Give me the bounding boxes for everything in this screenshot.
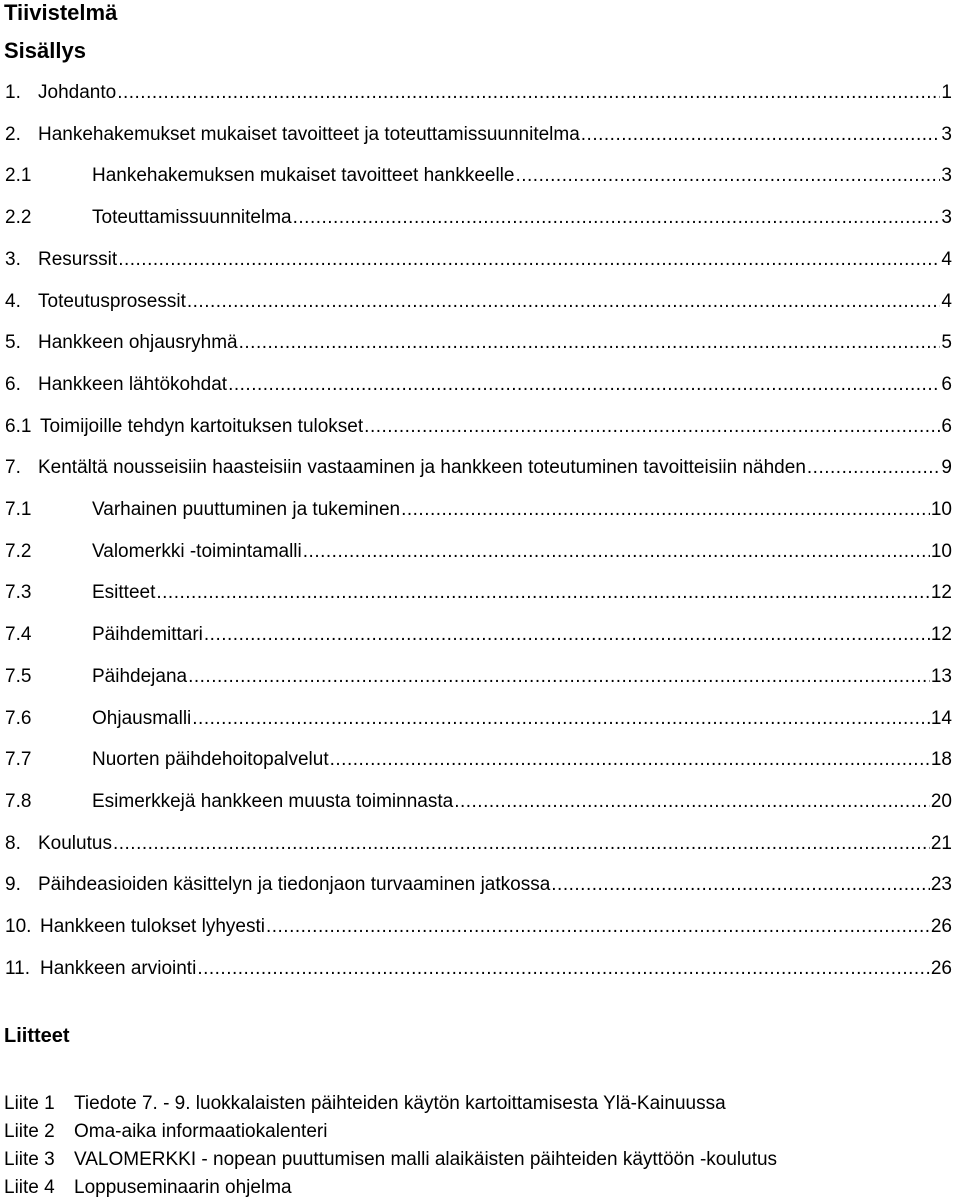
toc-entry-line: [92, 749, 952, 771]
attachment-label: Liite 4: [4, 1177, 55, 1198]
toc-entry-page: 10: [930, 540, 952, 562]
toc-entry-number: 7.1: [5, 499, 32, 520]
toc-entry-line: [40, 416, 952, 438]
toc-entry-page: 3: [941, 123, 952, 145]
toc-entry-line: [38, 332, 952, 354]
toc-entry-label: Hankehakemukset mukaiset tavoitteet ja toteuttamissuunnitelma: [38, 123, 580, 145]
toc-entry-number: 5.: [5, 332, 21, 354]
toc-entry-page: 13: [930, 665, 952, 687]
toc-entry-number: 3.: [5, 248, 21, 270]
toc-entry[interactable]: [0, 952, 960, 986]
document-title: Tiivistelmä: [4, 0, 118, 25]
toc-entry-line: [38, 874, 952, 896]
toc-entry-label: Toteuttamissuunnitelma: [92, 207, 292, 229]
toc-entry[interactable]: [0, 910, 960, 944]
toc-entry-line: [38, 124, 952, 146]
toc-entry-page: 12: [930, 582, 952, 604]
toc-entry[interactable]: [0, 76, 960, 110]
toc-entry-page: 12: [930, 624, 952, 646]
toc-leader-dots: [807, 457, 941, 479]
toc-entry[interactable]: [0, 785, 960, 819]
attachment-item: [0, 1118, 960, 1146]
toc-leader-dots: [303, 541, 930, 563]
toc-entry-line: [38, 833, 952, 855]
toc-leader-dots: [266, 916, 930, 938]
toc-entry-line: [38, 374, 952, 396]
toc-entry[interactable]: [0, 285, 960, 319]
toc-entry[interactable]: [0, 326, 960, 360]
toc-entry-page: 20: [930, 790, 952, 812]
toc-leader-dots: [401, 499, 930, 521]
toc-entry-label: Hankehakemuksen mukaiset tavoitteet hankkeelle: [92, 165, 515, 187]
toc-entry[interactable]: [0, 702, 960, 736]
toc-entry-line: [92, 499, 952, 521]
toc-entry-page: 3: [941, 165, 952, 187]
toc-entry-number: 2.2: [5, 207, 32, 229]
toc-entry-label: Johdanto: [38, 82, 117, 103]
toc-entry-line: [38, 291, 952, 313]
toc-entry[interactable]: [0, 368, 960, 402]
toc-entry-number: 7.3: [5, 582, 32, 604]
toc-entry-page: 18: [930, 749, 952, 771]
attachment-text: Tiedote 7. - 9. luokkalaisten päihteiden käytön kartoittamisesta Ylä-Kainuussa: [74, 1093, 726, 1114]
toc-entry-number: 7.: [5, 457, 21, 479]
toc-entry-line: [40, 958, 952, 980]
toc-leader-dots: [330, 749, 930, 771]
toc-entry[interactable]: [0, 868, 960, 902]
toc-leader-dots: [364, 416, 940, 438]
toc-entry[interactable]: [0, 451, 960, 485]
attachment-text: VALOMERKKI - nopean puuttumisen malli alaikäisten päihteiden käyttöön -koulutus: [74, 1149, 778, 1170]
toc-entry-label: Varhainen puuttuminen ja tukeminen: [92, 499, 401, 520]
toc-entry-page: 6: [941, 415, 952, 437]
toc-entry-label: Esimerkkejä hankkeen muusta toiminnasta: [92, 790, 454, 812]
toc-entry-page: 6: [941, 373, 952, 395]
toc-entry-label: Päihdeasioiden käsittelyn ja tiedonjaon turvaaminen jatkossa: [38, 874, 551, 896]
toc-entry-label: Hankkeen ohjausryhmä: [38, 332, 238, 354]
toc-title: Sisällys: [4, 38, 86, 63]
toc-entry-label: Hankkeen tulokset lyhyesti: [40, 916, 265, 937]
toc-leader-dots: [187, 291, 941, 313]
toc-leader-dots: [515, 165, 940, 187]
toc-entry-label: Ohjausmalli: [92, 707, 192, 729]
toc-leader-dots: [228, 374, 940, 396]
toc-entry[interactable]: [0, 827, 960, 861]
toc-entry-page: 26: [930, 957, 952, 979]
toc-entry-label: Nuorten päihdehoitopalvelut: [92, 749, 329, 771]
toc-entry-label: Resurssit: [38, 248, 118, 270]
toc-entry-page: 10: [930, 499, 952, 520]
toc-entry-line: [38, 249, 952, 271]
toc-entry-label: Toimijoille tehdyn kartoituksen tulokset: [40, 415, 364, 437]
toc-leader-dots: [197, 958, 930, 980]
toc-entry-number: 2.1: [5, 165, 32, 187]
toc-entry-number: 1.: [5, 82, 21, 103]
toc-entry-line: [92, 582, 952, 604]
toc-entry[interactable]: [0, 743, 960, 777]
toc-entry-number: 7.8: [5, 790, 32, 812]
toc-entry-page: 4: [941, 248, 952, 270]
toc-entry-line: [92, 541, 952, 563]
toc-entry-label: Kentältä nousseisiin haasteisiin vastaaminen ja hankkeen toteutuminen tavoitteisiin nähden: [38, 457, 806, 479]
toc-entry[interactable]: [0, 159, 960, 193]
toc-entry-number: 4.: [5, 290, 21, 312]
toc-entry-number: 9.: [5, 874, 21, 896]
toc-leader-dots: [192, 708, 930, 730]
toc-entry-line: [92, 207, 952, 229]
toc-entry-label: Hankkeen lähtökohdat: [38, 373, 228, 395]
toc-entry[interactable]: [0, 118, 960, 152]
toc-entry-page: 4: [941, 290, 952, 312]
toc-entry-page: 21: [930, 832, 952, 854]
toc-entry[interactable]: [0, 660, 960, 694]
toc-leader-dots: [204, 624, 930, 646]
toc-entry[interactable]: [0, 493, 960, 527]
attachment-label: Liite 3: [4, 1149, 55, 1170]
toc-leader-dots: [113, 833, 930, 855]
toc-entry[interactable]: [0, 243, 960, 277]
toc-leader-dots: [118, 249, 940, 271]
toc-entry-page: 14: [930, 707, 952, 729]
attachments-title: Liitteet: [4, 1025, 70, 1047]
toc-leader-dots: [293, 207, 941, 229]
toc-entry-line: [92, 708, 952, 730]
toc-leader-dots: [117, 82, 940, 104]
toc-leader-dots: [551, 874, 930, 896]
toc-entry-label: Esitteet: [92, 582, 156, 604]
toc-entry-number: 10.: [5, 916, 32, 937]
attachment-text: Loppuseminaarin ohjelma: [74, 1177, 292, 1198]
toc-entry-number: 7.5: [5, 665, 32, 687]
attachment-text: Oma-aika informaatiokalenteri: [74, 1121, 328, 1142]
toc-leader-dots: [188, 666, 930, 688]
toc-entry-page: 23: [930, 874, 952, 896]
toc-entry-number: 11.: [5, 957, 31, 979]
toc-entry-label: Päihdemittari: [92, 624, 203, 646]
toc-entry-page: 5: [941, 332, 952, 354]
toc-entry-line: [40, 916, 952, 938]
toc-entry[interactable]: [0, 410, 960, 444]
toc-entry-page: 3: [941, 207, 952, 229]
toc-entry[interactable]: [0, 576, 960, 610]
toc-entry-line: [92, 624, 952, 646]
toc-entry[interactable]: [0, 201, 960, 235]
toc-entry-line: [92, 791, 952, 813]
toc-entry-number: 8.: [5, 832, 21, 854]
toc-entry[interactable]: [0, 618, 960, 652]
toc-entry-line: [38, 457, 952, 479]
toc-entry-number: 7.4: [5, 624, 32, 646]
toc-entry-line: [92, 165, 952, 187]
toc-leader-dots: [239, 332, 941, 354]
toc-entry-label: Toteutusprosessit: [38, 290, 186, 312]
toc-entry-label: Päihdejana: [92, 665, 188, 687]
toc-entry-label: Hankkeen arviointi: [40, 957, 197, 979]
toc-leader-dots: [454, 791, 930, 813]
attachment-item: [0, 1090, 960, 1118]
toc-entry-page: 1: [941, 82, 952, 103]
toc-entry-page: 9: [941, 457, 952, 479]
toc-entry-number: 6.: [5, 373, 21, 395]
toc-entry-number: 7.7: [5, 749, 32, 771]
toc-entry[interactable]: [0, 535, 960, 569]
toc-entry-number: 7.2: [5, 540, 32, 562]
toc-leader-dots: [156, 582, 929, 604]
toc-entry-label: Valomerkki -toimintamalli: [92, 540, 302, 562]
toc-entry-page: 26: [930, 916, 952, 937]
attachment-item: [0, 1174, 960, 1202]
toc-entry-line: [92, 666, 952, 688]
attachment-label: Liite 2: [4, 1121, 55, 1142]
attachment-label: Liite 1: [4, 1093, 55, 1114]
toc-leader-dots: [581, 124, 941, 146]
toc-entry-label: Koulutus: [38, 832, 112, 854]
toc-entry-number: 2.: [5, 123, 21, 145]
toc-entry-number: 6.1: [5, 415, 32, 437]
attachment-item: [0, 1146, 960, 1174]
toc-entry-number: 7.6: [5, 707, 32, 729]
toc-entry-line: [38, 82, 952, 104]
